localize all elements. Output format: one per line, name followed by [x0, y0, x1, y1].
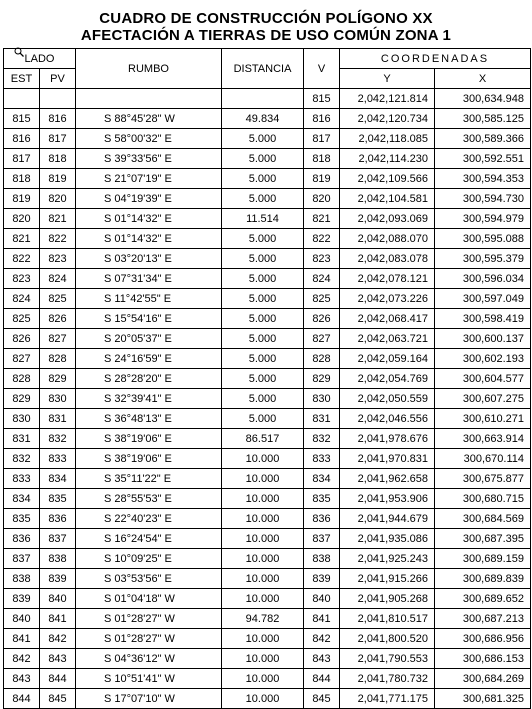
- cell-x: 300,684.569: [435, 509, 531, 529]
- cell-distancia: 10.000: [222, 649, 304, 669]
- cell-v: 820: [304, 189, 340, 209]
- header-est: EST: [4, 69, 40, 89]
- cell-pv: 834: [40, 469, 76, 489]
- cell-distancia: 5.000: [222, 309, 304, 329]
- cell-est: 832: [4, 449, 40, 469]
- cell-pv: 828: [40, 349, 76, 369]
- cell-est: 819: [4, 189, 40, 209]
- table-row: [4, 389, 531, 409]
- cell-pv: 823: [40, 249, 76, 269]
- cell-v: 834: [304, 469, 340, 489]
- cell-distancia: 5.000: [222, 189, 304, 209]
- table-row: [4, 129, 531, 149]
- table-row: [4, 409, 531, 429]
- cell-x: 300,634.948: [435, 89, 531, 109]
- cell-pv: 822: [40, 229, 76, 249]
- cell-est: 844: [4, 689, 40, 709]
- cell-rumbo: S 04°36'12" W: [76, 649, 222, 669]
- cell-x: 300,594.353: [435, 169, 531, 189]
- table-row: [4, 669, 531, 689]
- cell-y: 2,042,078.121: [340, 269, 435, 289]
- cell-x: 300,595.088: [435, 229, 531, 249]
- cell-distancia: 49.834: [222, 109, 304, 129]
- cell-v: 840: [304, 589, 340, 609]
- cell-x: 300,589.366: [435, 129, 531, 149]
- cell-pv: 832: [40, 429, 76, 449]
- table-row: [4, 549, 531, 569]
- cell-y: 2,042,068.417: [340, 309, 435, 329]
- cell-rumbo: S 22°40'23" E: [76, 509, 222, 529]
- cell-y: 2,042,073.226: [340, 289, 435, 309]
- cell-y: 2,042,054.769: [340, 369, 435, 389]
- cell-x: 300,594.979: [435, 209, 531, 229]
- cell-y: 2,042,114.230: [340, 149, 435, 169]
- cell-rumbo: S 21°07'19" E: [76, 169, 222, 189]
- table-row: [4, 489, 531, 509]
- cell-distancia: 10.000: [222, 589, 304, 609]
- table-row: [4, 609, 531, 629]
- table-row: [4, 429, 531, 449]
- cell-est: 838: [4, 569, 40, 589]
- cell-y: 2,042,063.721: [340, 329, 435, 349]
- cell-rumbo: S 38°19'06" E: [76, 429, 222, 449]
- cell-pv: 816: [40, 109, 76, 129]
- cell-y: 2,041,790.553: [340, 649, 435, 669]
- cell-pv: 837: [40, 529, 76, 549]
- cell-v: 831: [304, 409, 340, 429]
- cell-est: 839: [4, 589, 40, 609]
- cell-rumbo: S 01°04'18" W: [76, 589, 222, 609]
- cell-rumbo: S 16°24'54" E: [76, 529, 222, 549]
- cell-y: 2,042,118.085: [340, 129, 435, 149]
- cell-pv: 842: [40, 629, 76, 649]
- cell-est: 815: [4, 109, 40, 129]
- cell-distancia: 5.000: [222, 289, 304, 309]
- cell-rumbo: S 35°11'22" E: [76, 469, 222, 489]
- cell-v: 832: [304, 429, 340, 449]
- cell-y: 2,042,050.559: [340, 389, 435, 409]
- cell-pv: [40, 89, 76, 109]
- cell-distancia: 5.000: [222, 149, 304, 169]
- cell-v: 841: [304, 609, 340, 629]
- cell-est: 828: [4, 369, 40, 389]
- cell-est: [4, 89, 40, 109]
- cell-x: 300,684.269: [435, 669, 531, 689]
- cell-pv: 827: [40, 329, 76, 349]
- cell-est: 821: [4, 229, 40, 249]
- table-row: [4, 209, 531, 229]
- cell-est: 834: [4, 489, 40, 509]
- cell-x: 300,680.715: [435, 489, 531, 509]
- table-row: [4, 589, 531, 609]
- cell-est: 826: [4, 329, 40, 349]
- table-row: [4, 649, 531, 669]
- table-row: [4, 369, 531, 389]
- cell-y: 2,041,925.243: [340, 549, 435, 569]
- cell-distancia: 10.000: [222, 509, 304, 529]
- cell-y: 2,041,970.831: [340, 449, 435, 469]
- cell-distancia: 10.000: [222, 469, 304, 489]
- cell-y: 2,041,780.732: [340, 669, 435, 689]
- cell-rumbo: S 17°07'10" W: [76, 689, 222, 709]
- cell-rumbo: S 01°28'27" W: [76, 609, 222, 629]
- cell-rumbo: S 88°45'28" W: [76, 109, 222, 129]
- cell-v: 835: [304, 489, 340, 509]
- cell-est: 836: [4, 529, 40, 549]
- cell-x: 300,663.914: [435, 429, 531, 449]
- cell-y: 2,042,121.814: [340, 89, 435, 109]
- cell-rumbo: S 28°28'20" E: [76, 369, 222, 389]
- table-row: [4, 309, 531, 329]
- table-row: [4, 569, 531, 589]
- table-row: [4, 229, 531, 249]
- cell-est: 840: [4, 609, 40, 629]
- cell-rumbo: S 20°05'37" E: [76, 329, 222, 349]
- construction-table: [3, 48, 531, 709]
- cell-v: 845: [304, 689, 340, 709]
- cell-v: 842: [304, 629, 340, 649]
- cell-rumbo: S 07°31'34" E: [76, 269, 222, 289]
- header-v: V: [304, 49, 340, 89]
- cell-pv: 838: [40, 549, 76, 569]
- cell-rumbo: [76, 89, 222, 109]
- cell-pv: 840: [40, 589, 76, 609]
- cell-rumbo: S 01°28'27" W: [76, 629, 222, 649]
- cell-y: 2,041,800.520: [340, 629, 435, 649]
- cell-est: 843: [4, 669, 40, 689]
- cell-y: 2,042,109.566: [340, 169, 435, 189]
- cell-x: 300,607.275: [435, 389, 531, 409]
- cell-est: 824: [4, 289, 40, 309]
- cell-pv: 818: [40, 149, 76, 169]
- cell-est: 820: [4, 209, 40, 229]
- cell-pv: 843: [40, 649, 76, 669]
- table-row: [4, 349, 531, 369]
- cell-distancia: 94.782: [222, 609, 304, 629]
- cell-pv: 825: [40, 289, 76, 309]
- cell-v: 827: [304, 329, 340, 349]
- cell-v: 830: [304, 389, 340, 409]
- cell-est: 835: [4, 509, 40, 529]
- cell-distancia: 11.514: [222, 209, 304, 229]
- cell-v: 818: [304, 149, 340, 169]
- cell-v: 817: [304, 129, 340, 149]
- cell-x: 300,585.125: [435, 109, 531, 129]
- cell-est: 842: [4, 649, 40, 669]
- cell-x: 300,604.577: [435, 369, 531, 389]
- cell-x: 300,596.034: [435, 269, 531, 289]
- cell-y: 2,042,104.581: [340, 189, 435, 209]
- table-row: [4, 109, 531, 129]
- header-pv: PV: [40, 69, 76, 89]
- cell-x: 300,689.159: [435, 549, 531, 569]
- header-coordenadas: COORDENADAS: [340, 49, 531, 69]
- cell-y: 2,041,944.679: [340, 509, 435, 529]
- cell-v: 824: [304, 269, 340, 289]
- cell-x: 300,681.325: [435, 689, 531, 709]
- cell-est: 823: [4, 269, 40, 289]
- cell-distancia: 5.000: [222, 269, 304, 289]
- cell-distancia: 10.000: [222, 549, 304, 569]
- table-row: [4, 629, 531, 649]
- cell-rumbo: S 10°09'25" E: [76, 549, 222, 569]
- table-subtitle: AFECTACIÓN A TIERRAS DE USO COMÚN ZONA 1: [80, 27, 452, 44]
- cell-rumbo: S 15°54'16" E: [76, 309, 222, 329]
- cell-distancia: 5.000: [222, 389, 304, 409]
- cell-pv: 835: [40, 489, 76, 509]
- table-row: [4, 509, 531, 529]
- header-distancia: DISTANCIA: [222, 49, 304, 89]
- header-rumbo: RUMBO: [76, 49, 222, 89]
- cell-y: 2,041,935.086: [340, 529, 435, 549]
- cell-x: 300,592.551: [435, 149, 531, 169]
- cell-y: 2,042,083.078: [340, 249, 435, 269]
- cell-est: 831: [4, 429, 40, 449]
- cell-v: 825: [304, 289, 340, 309]
- cell-y: 2,042,059.164: [340, 349, 435, 369]
- cell-est: 833: [4, 469, 40, 489]
- cell-pv: 839: [40, 569, 76, 589]
- cell-v: 843: [304, 649, 340, 669]
- cell-v: 837: [304, 529, 340, 549]
- cell-v: 829: [304, 369, 340, 389]
- cell-est: 822: [4, 249, 40, 269]
- cell-rumbo: S 03°20'13" E: [76, 249, 222, 269]
- cell-est: 837: [4, 549, 40, 569]
- cell-v: 823: [304, 249, 340, 269]
- table-row: [4, 689, 531, 709]
- cell-rumbo: S 03°53'56" E: [76, 569, 222, 589]
- table-row: [4, 449, 531, 469]
- cell-v: 828: [304, 349, 340, 369]
- cell-x: 300,686.956: [435, 629, 531, 649]
- cell-rumbo: S 04°19'39" E: [76, 189, 222, 209]
- cell-distancia: 10.000: [222, 569, 304, 589]
- cell-y: 2,042,120.734: [340, 109, 435, 129]
- table-title: CUADRO DE CONSTRUCCIÓN POLÍGONO XX: [99, 10, 433, 27]
- cell-y: 2,041,962.658: [340, 469, 435, 489]
- cell-rumbo: S 24°16'59" E: [76, 349, 222, 369]
- cell-x: 300,610.271: [435, 409, 531, 429]
- table-row: [4, 289, 531, 309]
- cell-v: 838: [304, 549, 340, 569]
- cell-pv: 831: [40, 409, 76, 429]
- cell-x: 300,602.193: [435, 349, 531, 369]
- cell-distancia: [222, 89, 304, 109]
- cell-pv: 830: [40, 389, 76, 409]
- cell-pv: 844: [40, 669, 76, 689]
- cell-y: 2,042,088.070: [340, 229, 435, 249]
- cell-rumbo: S 01°14'32" E: [76, 209, 222, 229]
- cell-distancia: 5.000: [222, 249, 304, 269]
- cell-distancia: 10.000: [222, 629, 304, 649]
- cell-y: 2,042,046.556: [340, 409, 435, 429]
- cell-rumbo: S 58°00'32" E: [76, 129, 222, 149]
- cell-distancia: 5.000: [222, 129, 304, 149]
- cell-rumbo: S 39°33'56" E: [76, 149, 222, 169]
- cell-distancia: 5.000: [222, 229, 304, 249]
- cell-pv: 836: [40, 509, 76, 529]
- cell-rumbo: S 38°19'06" E: [76, 449, 222, 469]
- cell-y: 2,041,978.676: [340, 429, 435, 449]
- cell-est: 816: [4, 129, 40, 149]
- cell-y: 2,041,915.266: [340, 569, 435, 589]
- table-row: [4, 269, 531, 289]
- cell-x: 300,594.730: [435, 189, 531, 209]
- cell-v: 833: [304, 449, 340, 469]
- table-row: [4, 329, 531, 349]
- cell-distancia: 5.000: [222, 349, 304, 369]
- cell-distancia: 5.000: [222, 169, 304, 189]
- cell-est: 830: [4, 409, 40, 429]
- table-row: [4, 249, 531, 269]
- magnifier-cursor-icon: [14, 47, 24, 57]
- cell-est: 818: [4, 169, 40, 189]
- cell-distancia: 5.000: [222, 409, 304, 429]
- cell-x: 300,686.153: [435, 649, 531, 669]
- cell-x: 300,598.419: [435, 309, 531, 329]
- cell-distancia: 5.000: [222, 329, 304, 349]
- table-row: [4, 189, 531, 209]
- cell-pv: 826: [40, 309, 76, 329]
- cell-est: 841: [4, 629, 40, 649]
- cell-est: 825: [4, 309, 40, 329]
- cell-v: 839: [304, 569, 340, 589]
- cell-rumbo: S 10°51'41" W: [76, 669, 222, 689]
- cell-x: 300,687.395: [435, 529, 531, 549]
- cell-distancia: 10.000: [222, 689, 304, 709]
- cell-y: 2,041,953.906: [340, 489, 435, 509]
- cell-x: 300,675.877: [435, 469, 531, 489]
- cell-y: 2,041,905.268: [340, 589, 435, 609]
- cell-pv: 829: [40, 369, 76, 389]
- table-row: [4, 89, 531, 109]
- cell-x: 300,595.379: [435, 249, 531, 269]
- cell-est: 829: [4, 389, 40, 409]
- cell-y: 2,042,093.069: [340, 209, 435, 229]
- cell-y: 2,041,771.175: [340, 689, 435, 709]
- cell-pv: 824: [40, 269, 76, 289]
- header-x: X: [435, 69, 531, 89]
- cell-v: 816: [304, 109, 340, 129]
- cell-x: 300,600.137: [435, 329, 531, 349]
- cell-distancia: 5.000: [222, 369, 304, 389]
- cell-distancia: 86.517: [222, 429, 304, 449]
- cell-pv: 833: [40, 449, 76, 469]
- cell-pv: 817: [40, 129, 76, 149]
- cell-pv: 820: [40, 189, 76, 209]
- cell-rumbo: S 32°39'41" E: [76, 389, 222, 409]
- cell-rumbo: S 28°55'53" E: [76, 489, 222, 509]
- cell-rumbo: S 01°14'32" E: [76, 229, 222, 249]
- table-row: [4, 149, 531, 169]
- cell-est: 817: [4, 149, 40, 169]
- cell-y: 2,041,810.517: [340, 609, 435, 629]
- cell-pv: 841: [40, 609, 76, 629]
- cell-pv: 821: [40, 209, 76, 229]
- cell-v: 822: [304, 229, 340, 249]
- cell-est: 827: [4, 349, 40, 369]
- cell-distancia: 10.000: [222, 669, 304, 689]
- cell-v: 826: [304, 309, 340, 329]
- cell-distancia: 10.000: [222, 449, 304, 469]
- cell-v: 821: [304, 209, 340, 229]
- table-row: [4, 469, 531, 489]
- cell-x: 300,689.652: [435, 589, 531, 609]
- header-y: Y: [340, 69, 435, 89]
- cell-pv: 819: [40, 169, 76, 189]
- cell-rumbo: S 11°42'55" E: [76, 289, 222, 309]
- table-row: [4, 169, 531, 189]
- cell-v: 819: [304, 169, 340, 189]
- cell-distancia: 10.000: [222, 529, 304, 549]
- cell-pv: 845: [40, 689, 76, 709]
- cell-x: 300,687.213: [435, 609, 531, 629]
- cell-v: 844: [304, 669, 340, 689]
- cell-x: 300,689.839: [435, 569, 531, 589]
- cell-v: 836: [304, 509, 340, 529]
- cell-x: 300,670.114: [435, 449, 531, 469]
- table-row: [4, 529, 531, 549]
- header-lado: LADO: [4, 49, 76, 69]
- cell-x: 300,597.049: [435, 289, 531, 309]
- cell-distancia: 10.000: [222, 489, 304, 509]
- cell-rumbo: S 36°48'13" E: [76, 409, 222, 429]
- cell-v: 815: [304, 89, 340, 109]
